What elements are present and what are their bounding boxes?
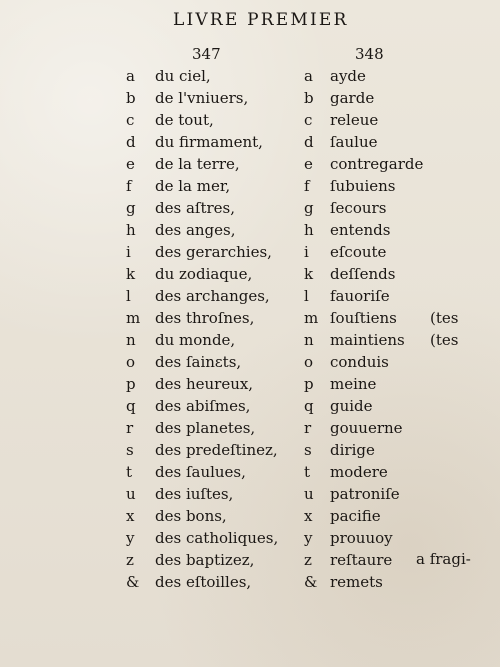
- entry-row: [0, 572, 500, 594]
- left-phrase: des predeſtinez,: [155, 441, 278, 459]
- right-letter: h: [304, 221, 314, 239]
- right-word: gouuerne: [330, 419, 403, 437]
- left-phrase: de la mer,: [155, 177, 231, 195]
- right-word: patroniſe: [330, 485, 400, 503]
- left-letter: n: [126, 331, 136, 349]
- right-word: releue: [330, 111, 379, 129]
- left-letter: b: [126, 89, 136, 107]
- left-phrase: des heureux,: [155, 375, 254, 393]
- right-word: entends: [330, 221, 391, 239]
- entry-row: [0, 264, 500, 286]
- right-word: dirige: [330, 441, 375, 459]
- continuation: (tes: [430, 309, 459, 327]
- page-number-left: 347: [192, 45, 221, 63]
- right-letter: a: [304, 67, 313, 85]
- entry-row: [0, 110, 500, 132]
- left-phrase: des planetes,: [155, 419, 256, 437]
- left-phrase: des anges,: [155, 221, 236, 239]
- left-phrase: des eſtoilles,: [155, 573, 252, 591]
- entry-row: [0, 286, 500, 308]
- left-phrase: du ciel,: [155, 67, 211, 85]
- left-letter: c: [126, 111, 135, 129]
- right-word: ſouſtiens: [330, 309, 397, 327]
- left-letter: &: [126, 573, 140, 591]
- page-number-right: 348: [355, 45, 384, 63]
- right-letter: c: [304, 111, 313, 129]
- right-word: ſaulue: [330, 133, 378, 151]
- left-letter: r: [126, 419, 134, 437]
- right-letter: g: [304, 199, 314, 217]
- entry-row: [0, 396, 500, 418]
- right-letter: n: [304, 331, 314, 349]
- right-letter: r: [304, 419, 312, 437]
- left-phrase: de la terre,: [155, 155, 240, 173]
- entry-list: [0, 66, 500, 594]
- left-phrase: des catholiques,: [155, 529, 279, 547]
- entry-row: [0, 374, 500, 396]
- entry-row: [0, 132, 500, 154]
- left-phrase: des ſainɛts,: [155, 353, 242, 371]
- left-phrase: de tout,: [155, 111, 214, 129]
- running-head: LIVRE PREMIER: [173, 10, 349, 30]
- left-phrase: du firmament,: [155, 133, 263, 151]
- left-letter: u: [126, 485, 136, 503]
- right-letter: q: [304, 397, 314, 415]
- right-letter: f: [304, 177, 310, 195]
- left-letter: d: [126, 133, 136, 151]
- entry-row: [0, 330, 500, 352]
- left-letter: k: [126, 265, 136, 283]
- right-letter: o: [304, 353, 314, 371]
- right-word: deſſends: [330, 265, 396, 283]
- right-letter: d: [304, 133, 314, 151]
- right-letter: m: [304, 309, 319, 327]
- right-word: guide: [330, 397, 373, 415]
- entry-row: [0, 198, 500, 220]
- left-phrase: des archanges,: [155, 287, 270, 305]
- left-letter: o: [126, 353, 136, 371]
- right-word: prouuoy: [330, 529, 393, 547]
- right-word: remets: [330, 573, 383, 591]
- right-letter: x: [304, 507, 313, 525]
- catchword: a fragi-: [416, 550, 471, 568]
- right-word: eſcoute: [330, 243, 387, 261]
- entry-row: [0, 176, 500, 198]
- left-phrase: des baptizez,: [155, 551, 255, 569]
- right-letter: s: [304, 441, 312, 459]
- left-phrase: des iuſtes,: [155, 485, 234, 503]
- right-letter: z: [304, 551, 312, 569]
- left-letter: x: [126, 507, 135, 525]
- entry-row: [0, 418, 500, 440]
- left-phrase: des abiſmes,: [155, 397, 251, 415]
- right-word: garde: [330, 89, 375, 107]
- entry-row: [0, 528, 500, 550]
- left-phrase: des ſaulues,: [155, 463, 246, 481]
- left-phrase: des gerarchies,: [155, 243, 272, 261]
- entry-row: [0, 154, 500, 176]
- right-letter: t: [304, 463, 311, 481]
- right-letter: y: [304, 529, 313, 547]
- right-letter: l: [304, 287, 309, 305]
- right-word: conduis: [330, 353, 389, 371]
- left-letter: g: [126, 199, 136, 217]
- left-letter: h: [126, 221, 136, 239]
- left-phrase: des throſnes,: [155, 309, 255, 327]
- entry-row: [0, 242, 500, 264]
- left-letter: y: [126, 529, 135, 547]
- left-letter: p: [126, 375, 136, 393]
- right-letter: i: [304, 243, 309, 261]
- left-phrase: de l'vniuers,: [155, 89, 249, 107]
- left-phrase: des aſtres,: [155, 199, 235, 217]
- right-letter: k: [304, 265, 314, 283]
- entry-row: [0, 220, 500, 242]
- right-letter: &: [304, 573, 318, 591]
- entry-row: [0, 308, 500, 330]
- right-word: contregarde: [330, 155, 424, 173]
- left-letter: l: [126, 287, 131, 305]
- right-letter: b: [304, 89, 314, 107]
- right-word: ſecours: [330, 199, 387, 217]
- right-word: pacifie: [330, 507, 381, 525]
- left-letter: f: [126, 177, 132, 195]
- right-word: ayde: [330, 67, 366, 85]
- entry-row: [0, 506, 500, 528]
- left-letter: t: [126, 463, 133, 481]
- left-phrase: des bons,: [155, 507, 227, 525]
- entry-row: [0, 88, 500, 110]
- right-letter: u: [304, 485, 314, 503]
- right-word: fauoriſe: [330, 287, 390, 305]
- left-letter: q: [126, 397, 136, 415]
- right-word: modere: [330, 463, 388, 481]
- left-letter: s: [126, 441, 134, 459]
- entry-row: [0, 66, 500, 88]
- right-word: meine: [330, 375, 377, 393]
- entry-row: [0, 462, 500, 484]
- continuation: (tes: [430, 331, 459, 349]
- left-phrase: du zodiaque,: [155, 265, 253, 283]
- right-word: reſtaure: [330, 551, 393, 569]
- left-letter: z: [126, 551, 134, 569]
- right-word: ſubuiens: [330, 177, 396, 195]
- left-phrase: du monde,: [155, 331, 236, 349]
- right-letter: e: [304, 155, 313, 173]
- entry-row: [0, 440, 500, 462]
- left-letter: a: [126, 67, 135, 85]
- entry-row: [0, 352, 500, 374]
- right-word: maintiens: [330, 331, 405, 349]
- left-letter: i: [126, 243, 131, 261]
- entry-row: [0, 484, 500, 506]
- left-letter: e: [126, 155, 135, 173]
- right-letter: p: [304, 375, 314, 393]
- left-letter: m: [126, 309, 141, 327]
